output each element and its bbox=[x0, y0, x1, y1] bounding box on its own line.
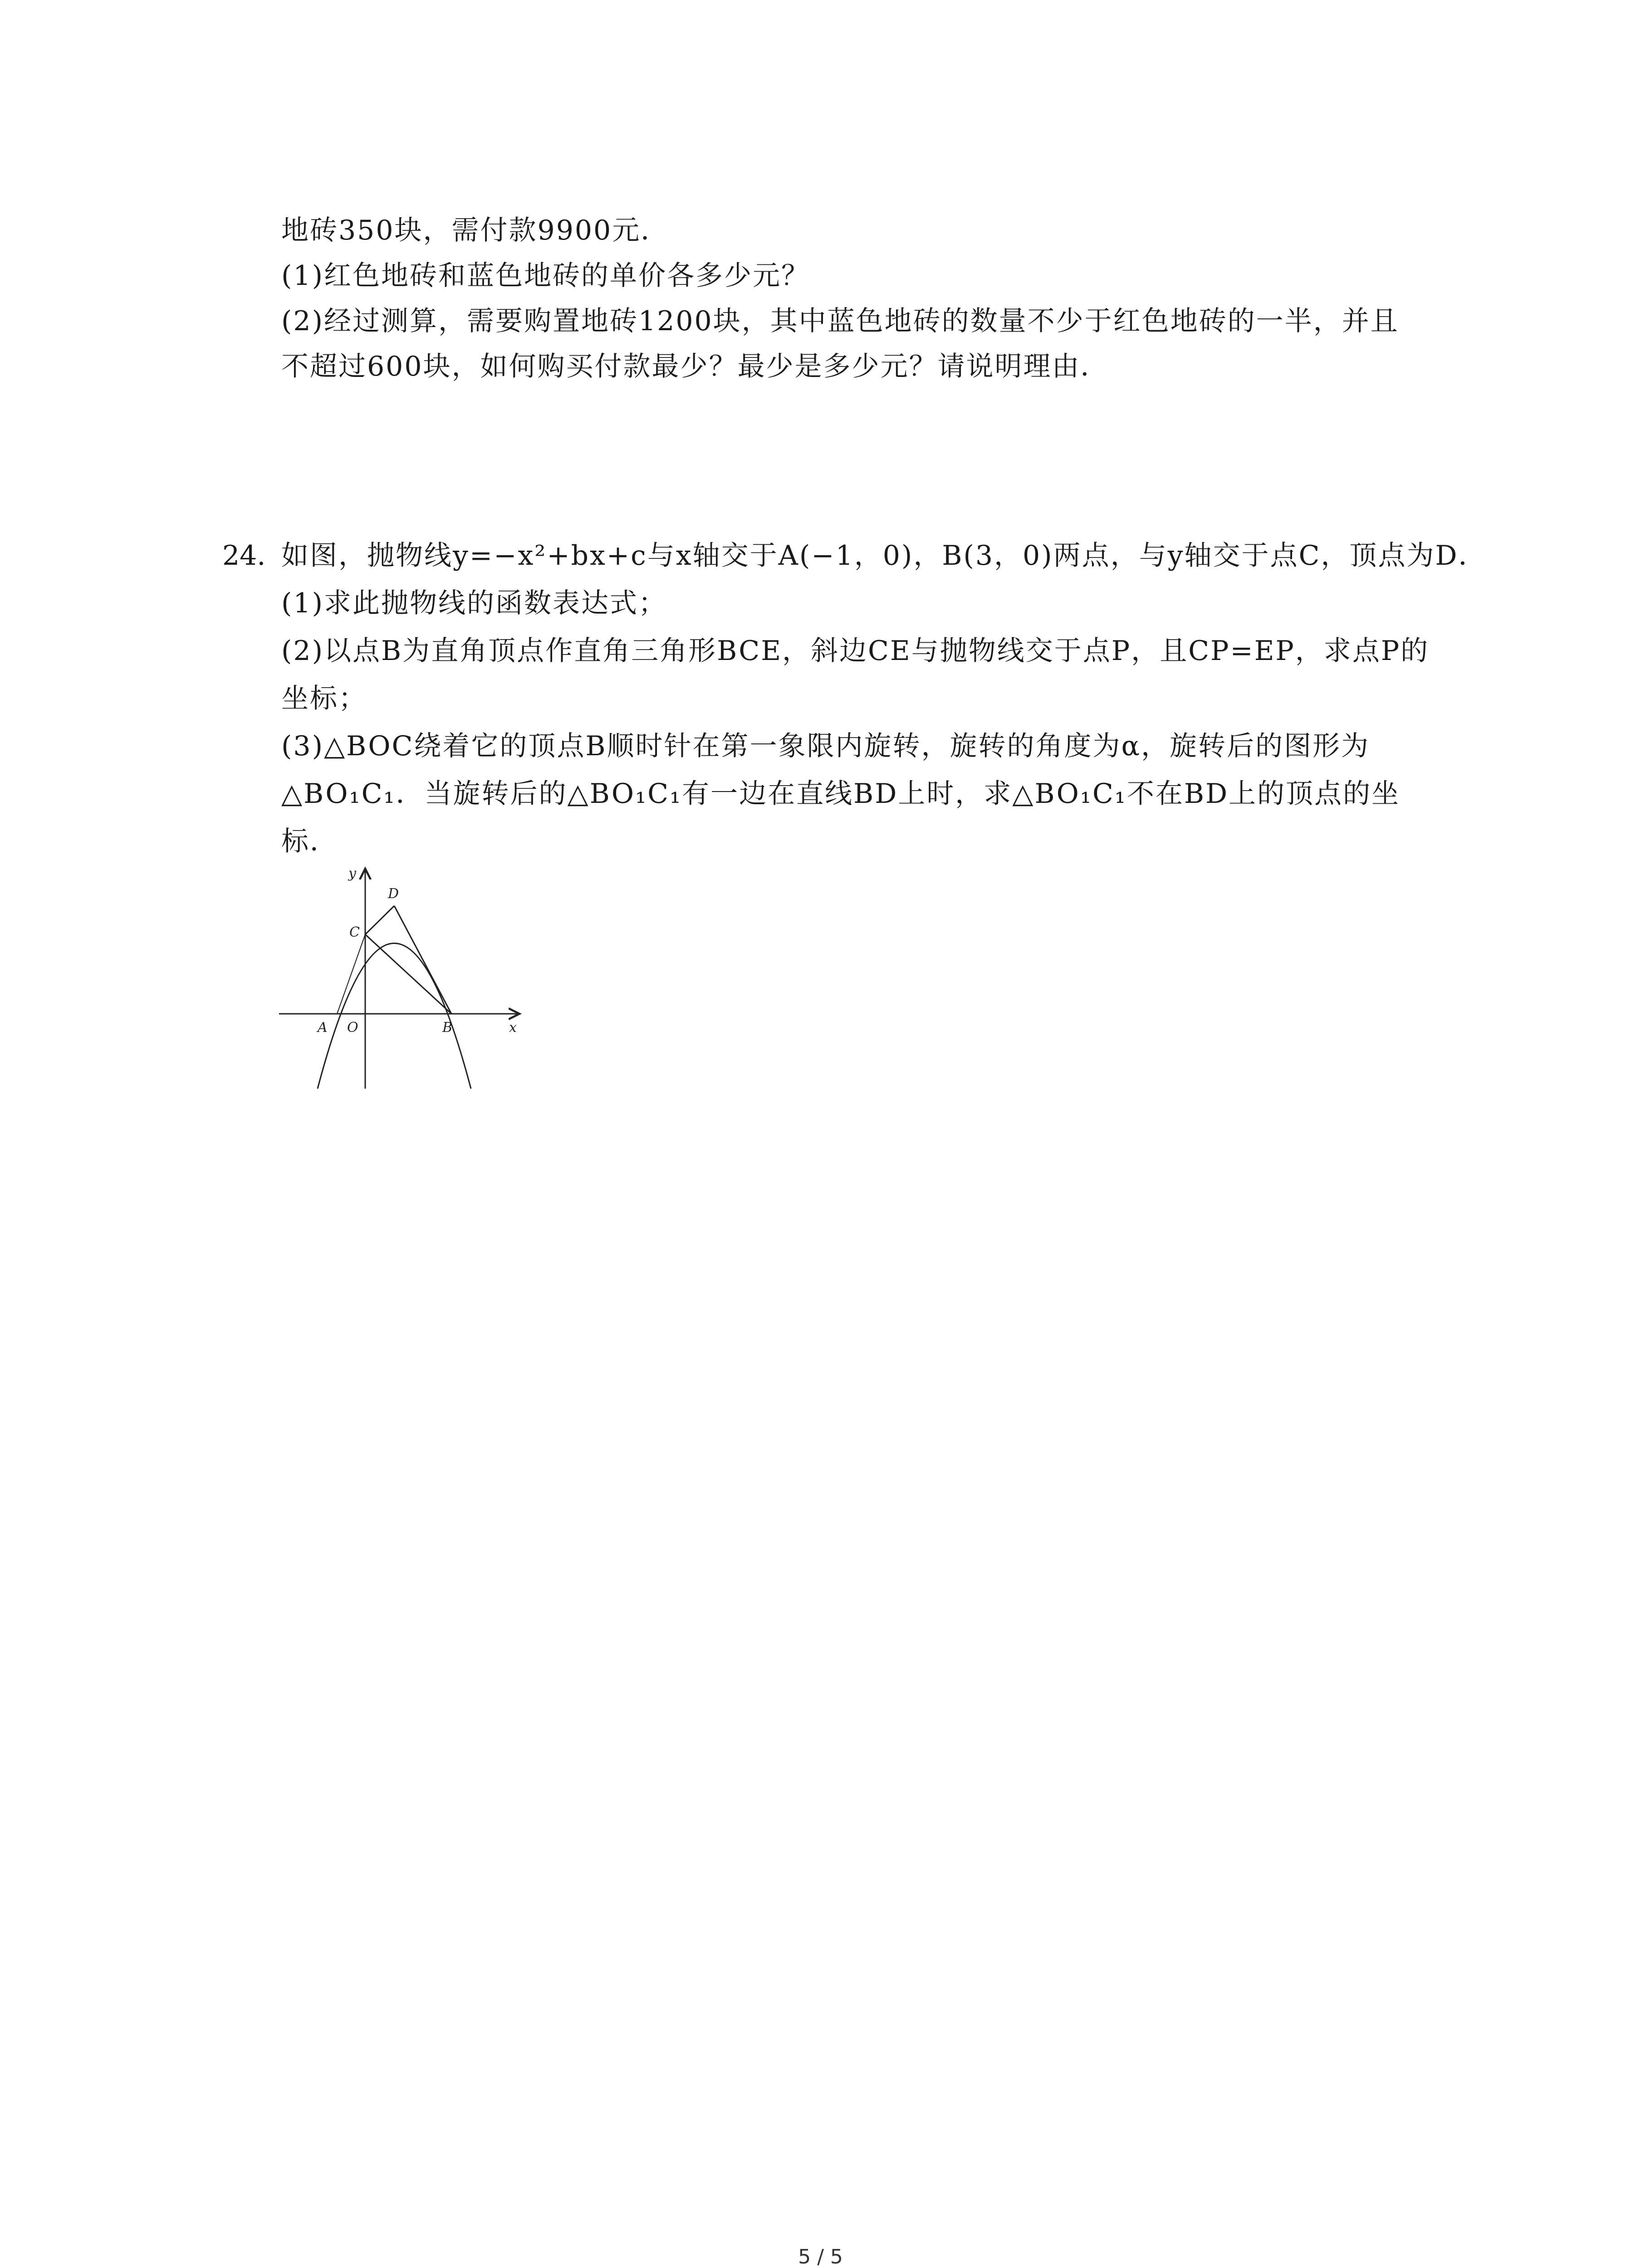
segment-CD bbox=[365, 906, 394, 934]
parabola-figure bbox=[272, 860, 526, 1091]
q23-line-1: 地砖350块，需付款9900元． bbox=[281, 215, 670, 246]
q24-number: 24. bbox=[222, 540, 266, 572]
segment-CB bbox=[365, 934, 451, 1014]
q24-part-2-line-2: 坐标； bbox=[281, 683, 367, 714]
q24-part-3-line-1: (3)△BOC绕着它的顶点B顺时针在第一象限内旋转，旋转的角度为α，旋转后的图形为 bbox=[281, 730, 1370, 762]
segment-DB bbox=[394, 906, 451, 1014]
q24-part-2-line-1: (2)以点B为直角顶点作直角三角形BCE，斜边CE与抛物线交于点P，且CP=EP，求点P的 bbox=[281, 635, 1430, 667]
q23-part-2-line-1: (2)经过测算，需要购置地砖1200块，其中蓝色地砖的数量不少于红色地砖的一半，并且 bbox=[281, 305, 1399, 337]
q23-part-1: (1)红色地砖和蓝色地砖的单价各多少元？ bbox=[281, 260, 810, 292]
label-D: D bbox=[388, 886, 399, 902]
q24-part-3-line-3: 标． bbox=[281, 826, 338, 857]
label-y: y bbox=[348, 865, 356, 881]
q24-part-3-line-2: △BO₁C₁．当旋转后的△BO₁C₁有一边在直线BD上时，求△BO₁C₁不在BD上的顶点的坐 bbox=[281, 778, 1401, 810]
page-number: 5 / 5 bbox=[798, 2245, 843, 2268]
label-x: x bbox=[509, 1020, 517, 1036]
label-B: B bbox=[442, 1020, 453, 1036]
parabola-curve bbox=[318, 943, 471, 1089]
label-A: A bbox=[318, 1020, 328, 1036]
segment-AC bbox=[337, 934, 365, 1014]
q23-part-2-line-2: 不超过600块，如何购买付款最少？最少是多少元？请说明理由． bbox=[281, 351, 1109, 382]
q24-part-1: (1)求此抛物线的函数表达式； bbox=[281, 587, 667, 619]
q24-stem: 如图，抛物线y=−x²+bx+c与x轴交于A(−1，0)，B(3，0)两点，与y轴交于点C，顶点为D． bbox=[281, 540, 1487, 572]
label-O: O bbox=[347, 1020, 358, 1036]
label-C: C bbox=[349, 924, 360, 940]
